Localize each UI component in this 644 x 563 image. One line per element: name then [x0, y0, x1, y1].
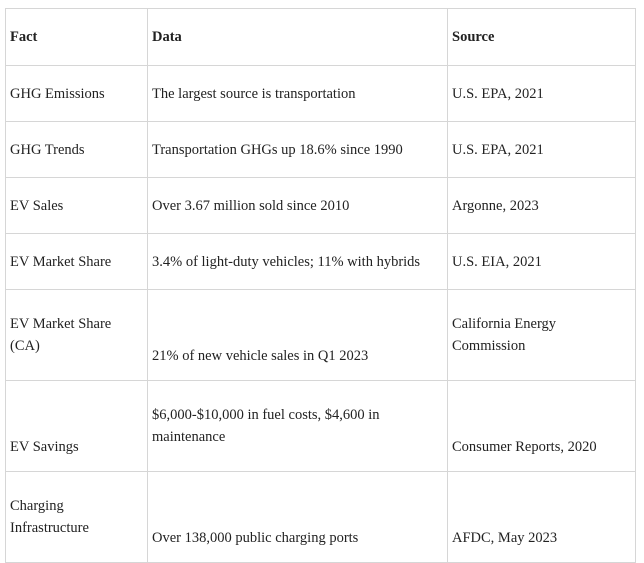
cell-fact: EV Market Share — [6, 234, 148, 290]
cell-source: U.S. EPA, 2021 — [448, 66, 636, 122]
header-fact: Fact — [6, 9, 148, 66]
cell-source: California Energy Commission — [448, 290, 636, 381]
cell-data: 3.4% of light-duty vehicles; 11% with hybrids — [148, 234, 448, 290]
cell-source: Argonne, 2023 — [448, 178, 636, 234]
cell-fact: GHG Emissions — [6, 66, 148, 122]
table-row — [6, 66, 636, 122]
cell-data: $6,000-$10,000 in fuel costs, $4,600 in maintenance — [148, 381, 448, 472]
header-data: Data — [148, 9, 448, 66]
table-header — [6, 9, 636, 66]
cell-fact: EV Sales — [6, 178, 148, 234]
table-row — [6, 472, 636, 563]
header-source: Source — [448, 9, 636, 66]
cell-data: Transportation GHGs up 18.6% since 1990 — [148, 122, 448, 178]
cell-fact: EV Market Share (CA) — [6, 290, 148, 381]
cell-fact: Charging Infrastructure — [6, 472, 148, 563]
table-row — [6, 178, 636, 234]
facts-table — [5, 8, 636, 563]
table-row — [6, 381, 636, 472]
cell-source: U.S. EIA, 2021 — [448, 234, 636, 290]
table-row — [6, 290, 636, 381]
cell-source: Consumer Reports, 2020 — [448, 381, 636, 472]
cell-source: AFDC, May 2023 — [448, 472, 636, 563]
cell-source: U.S. EPA, 2021 — [448, 122, 636, 178]
table-row — [6, 122, 636, 178]
cell-data: The largest source is transportation — [148, 66, 448, 122]
cell-data: 21% of new vehicle sales in Q1 2023 — [148, 290, 448, 381]
cell-fact: EV Savings — [6, 381, 148, 472]
cell-data: Over 3.67 million sold since 2010 — [148, 178, 448, 234]
table-row — [6, 234, 636, 290]
cell-data: Over 138,000 public charging ports — [148, 472, 448, 563]
cell-fact: GHG Trends — [6, 122, 148, 178]
